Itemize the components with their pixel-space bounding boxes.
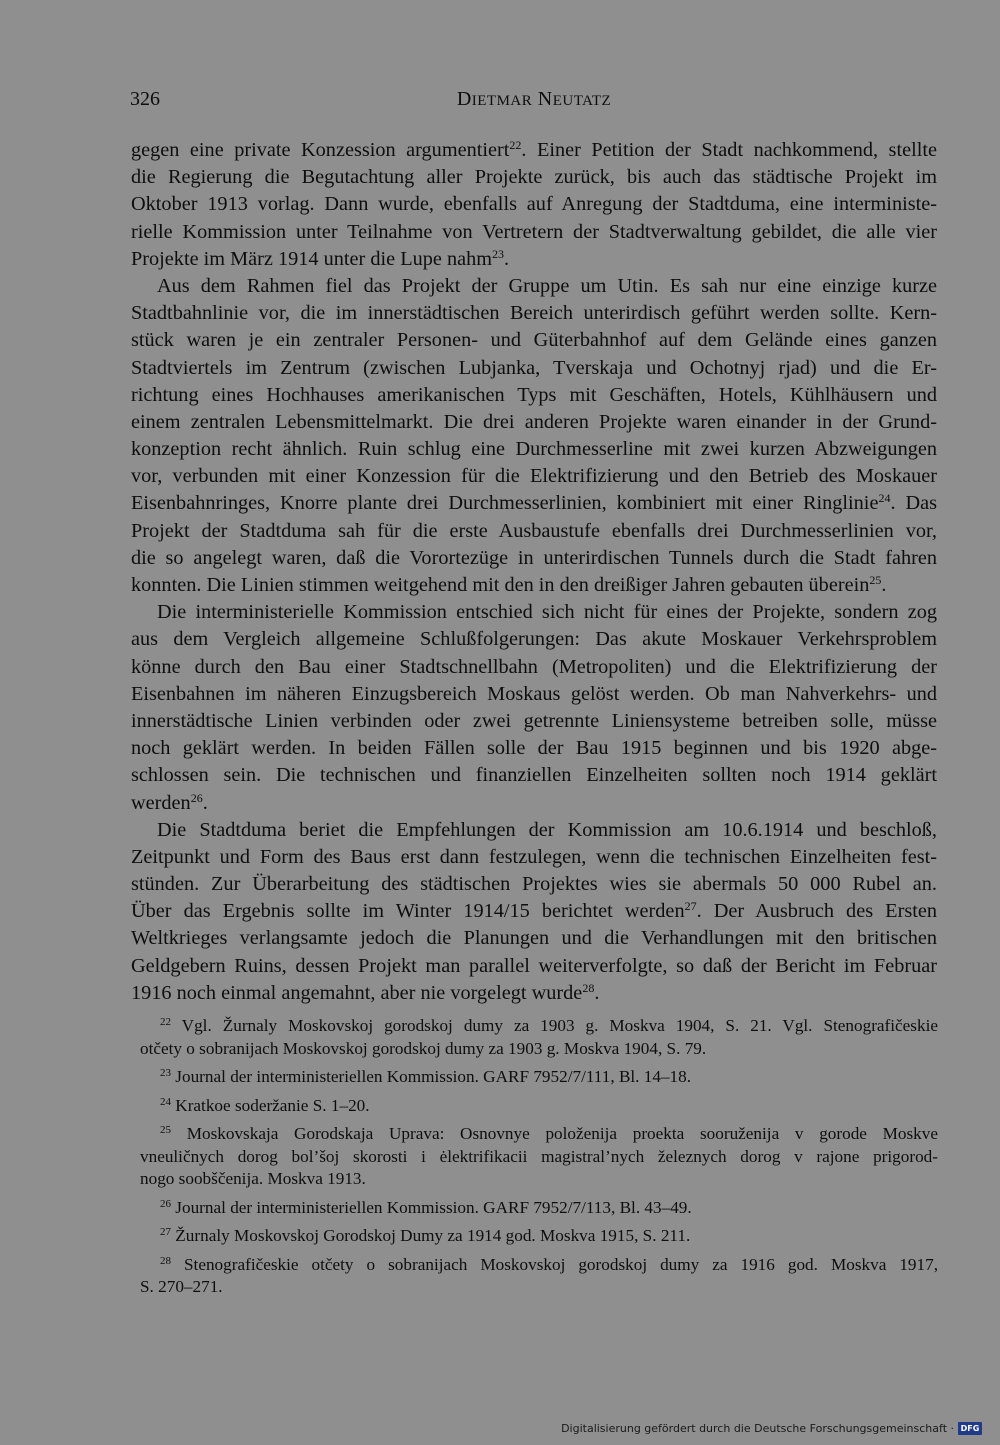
footnote xyxy=(140,1123,938,1191)
text-line: einem zentralen Lebensmittelmarkt. Die drei anderen Projekte waren einander in der Grund- xyxy=(131,410,937,433)
text-line: stünden. Zur Überarbeitung des städtischen Projektes wies sie abermals 50 000 Rubel an. xyxy=(131,873,937,896)
text-line: Stadtviertels im Zentrum (zwischen Lubjanka, Tverskaja und Ochotnyj rjad) und die Er- xyxy=(131,356,937,379)
text-line: Eisenbahnringes, Knorre plante drei Durchmesserlinien, kombiniert mit einer Ringlinie$^{24}$. Das xyxy=(131,491,937,515)
footnote-ref[interactable]: 22 xyxy=(509,138,522,152)
text-line: die Regierung die Begutachtung aller Projekte zurück, bis auch das städtische Projekt im xyxy=(131,166,937,189)
footnote-line: $^{27}$ Žurnaly Moskovskoj Gorodskoj Dumy za 1914 god. Moskva 1915, S. 211. xyxy=(160,1226,691,1245)
text-line: aus dem Vergleich allgemeine Schlußfolgerungen: Das akute Moskauer Verkehrsproblem xyxy=(131,628,937,651)
text-line: richtung eines Hochhauses amerikanischen Typs mit Geschäften, Hotels, Kühlhäusern und xyxy=(131,383,937,406)
text-line: Die Stadtduma beriet die Empfehlungen der Kommission am 10.6.1914 und beschloß, xyxy=(157,818,937,841)
page-header xyxy=(130,88,938,114)
footnote xyxy=(140,1254,938,1299)
footnote-ref[interactable]: 28 xyxy=(582,980,595,995)
footnote-ref[interactable]: 25 xyxy=(869,573,882,587)
footnote-number: 26 xyxy=(160,1197,171,1210)
paragraph xyxy=(131,137,937,273)
footnote-number: 24 xyxy=(160,1095,171,1108)
footnote-ref[interactable]: 26 xyxy=(190,790,203,805)
footnote-line: $^{26}$ Journal der interministeriellen Kommission. GARF 7952/7/113, Bl. 43–49. xyxy=(160,1197,692,1217)
page-number: 326 xyxy=(130,88,160,110)
dfg-logo: DFG xyxy=(958,1422,982,1435)
footnote-line: otčety o sobranijach Moskovskoj gorodskoj dumy za 1903 g. Moskva 1904, S. 79. xyxy=(140,1038,707,1058)
text-line: Projekte im März 1914 unter die Lupe nahm$^{23}$. xyxy=(131,246,510,270)
footnote xyxy=(140,1015,938,1060)
text-line: Über das Ergebnis sollte im Winter 1914/15 berichtet werden$^{27}$. Der Ausbruch des Ersten xyxy=(131,899,937,923)
text-line: Die interministerielle Kommission entschied sich nicht für eines der Projekte, sondern zog xyxy=(157,601,937,624)
text-line: konnten. Die Linien stimmen weitgehend mit den in den dreißiger Jahren gebauten überein$^{25}$. xyxy=(131,573,887,596)
text-line: Geldgebern Ruins, dessen Projekt man parallel weiterverfolgte, so daß der Bericht im Februar xyxy=(131,954,937,977)
text-line: Zeitpunkt und Form des Baus erst dann festzulegen, wenn die technischen Einzelheiten fest- xyxy=(131,845,937,868)
footnote-ref[interactable]: 23 xyxy=(492,246,505,261)
text-line: innerstädtische Linien verbinden oder zwei getrennte Liniensysteme betreiben solle, müsse xyxy=(131,709,937,732)
text-line: werden$^{26}$. xyxy=(131,790,208,814)
footnote xyxy=(140,1095,938,1118)
text-line: noch geklärt werden. In beiden Fällen solle der Bau 1915 beginnen und bis 1920 abge- xyxy=(131,737,937,760)
footnote-line: $^{28}$ Stenografičeskie otčety o sobranijach Moskovskoj gorodskoj dumy za 1916 god. Moskva 1917, xyxy=(160,1254,938,1274)
footnote-line: S. 270–271. xyxy=(140,1277,223,1296)
text-line: Oktober 1913 vorlag. Dann wurde, ebenfalls auf Anregung der Stadtduma, eine interministe- xyxy=(131,193,937,216)
footnotes xyxy=(140,1015,938,1299)
digitization-footer xyxy=(561,1419,982,1437)
text-line: vor, verbunden mit einer Konzession für die Elektrifizierung und den Betrieb des Moskauer xyxy=(131,465,937,488)
text-line: Weltkrieges verlangsamte jedoch die Planungen und die Verhandlungen mit den britischen xyxy=(131,927,937,950)
footnote xyxy=(140,1197,938,1220)
paragraph xyxy=(131,817,937,1007)
footnote-number: 25 xyxy=(160,1124,171,1136)
paragraph xyxy=(131,273,937,599)
footnote-ref[interactable]: 24 xyxy=(878,491,891,506)
text-line: könne durch den Bau einer Stadtschnellbahn (Metropoliten) und die Elektrifizierung der xyxy=(131,655,937,678)
text-line: rielle Kommission unter Teilnahme von Vertretern der Stadtverwaltung gebildet, die alle vier xyxy=(131,220,937,243)
text-line: konzeption recht ähnlich. Ruin schlug eine Durchmesserline mit zwei kurzen Abzweigungen xyxy=(131,438,937,461)
text-line: 1916 noch einmal angemahnt, aber nie vorgelegt wurde$^{28}$. xyxy=(131,980,600,1004)
footnote-line: nogo soobščenija. Moskva 1913. xyxy=(140,1169,366,1188)
text-line: Aus dem Rahmen fiel das Projekt der Gruppe um Utin. Es sah nur eine einzige kurze xyxy=(157,274,937,297)
text-line: Eisenbahnen im näheren Einzugsbereich Moskaus gelöst werden. Ob man Nahverkehrs- und xyxy=(131,682,937,705)
text-line: Stadtbahnlinie vor, die im innerstädtischen Bereich unterirdisch geführt werden sollte. Kern- xyxy=(131,302,937,325)
text-line: schlossen sein. Die technischen und finanziellen Einzelheiten sollten noch 1914 geklärt xyxy=(131,764,937,787)
footnote-line: $^{23}$ Journal der interministeriellen Kommission. GARF 7952/7/111, Bl. 14–18. xyxy=(160,1067,692,1086)
footnote-line: $^{22}$ Vgl. Žurnaly Moskovskoj gorodskoj dumy za 1903 g. Moskva 1904, S. 21. Vgl. Stenografičeskie xyxy=(160,1016,938,1035)
body-text xyxy=(131,137,937,1007)
running-head-author: DIETMAR NEUTATZ xyxy=(456,88,612,110)
footnote-number: 22 xyxy=(160,1016,171,1028)
footnote-line: $^{25}$ Moskovskaja Gorodskaja Uprava: Osnovnye položenija proekta sooruženija v gorode Moskve xyxy=(160,1124,938,1143)
footnote-ref[interactable]: 27 xyxy=(684,899,697,914)
paragraph xyxy=(131,599,937,817)
text-line: gegen eine private Konzession argumentiert$^{22}$. Einer Petition der Stadt nachkommend, stellte xyxy=(131,138,937,161)
footnote-line: vneuličnych dorog bol’šoj skorosti i ėlektrifikacii magistral’nych železnych dorog v rajone prigorod- xyxy=(140,1146,938,1166)
footnote-number: 28 xyxy=(160,1254,171,1267)
footnote xyxy=(140,1066,938,1089)
footnote-number: 23 xyxy=(160,1067,171,1079)
text-line: stück waren je ein zentraler Personen- und Güterbahnhof auf dem Gelände eines ganzen xyxy=(131,329,937,352)
text-line: Projekt der Stadtduma sah für die erste Ausbaustufe ebenfalls drei Durchmesserlinien vor, xyxy=(131,519,937,542)
footnote xyxy=(140,1225,938,1248)
footnote-line: $^{24}$ Kratkoe soderžanie S. 1–20. xyxy=(160,1095,370,1115)
text-line: die so angelegt waren, daß die Vorortezüge in unterirdischen Tunnels durch die Stadt fahren xyxy=(131,546,937,569)
footer-credit: Digitalisierung gefördert durch die Deutsche Forschungsgemeinschaft · xyxy=(561,1421,954,1435)
footnote-number: 27 xyxy=(160,1226,171,1238)
